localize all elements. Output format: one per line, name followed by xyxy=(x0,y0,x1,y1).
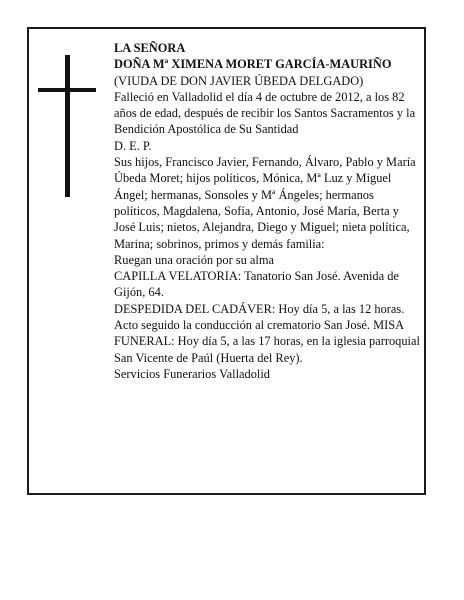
death-announcement: Falleció en Valladolid el día 4 de octubre de 2012, a los 82 años de edad, después de recibir los Santos Sacramentos y la Bendición Apostólica de Su Santidad xyxy=(114,89,416,137)
family-list: Sus hijos, Francisco Javier, Fernando, Álvaro, Pablo y María Úbeda Moret; hijos políticos, Mónica, Mª Luz y Miguel Ángel; hermanas, Sonsoles y Mª Ángeles; hermanos políticos, Magdalena, Sofía, Antonio, José María, Berta y José Luis; nietos, Alejandra, Diego y Miguel; nieta política, Marina; sobrinos, primos y demás familia: xyxy=(114,155,416,251)
prayer-request: Ruegan una oración por su alma xyxy=(114,252,274,267)
deceased-name: DOÑA Mª XIMENA MORET GARCÍA-MAURIÑO xyxy=(114,57,392,72)
chapel-info: CAPILLA VELATORIA: Tanatorio San José. Avenida de Gijón, 64. xyxy=(114,269,399,300)
cross-vertical-bar xyxy=(65,55,70,197)
cross-horizontal-bar xyxy=(38,88,96,92)
notice-text xyxy=(114,40,422,382)
notice-title: LA SEÑORA xyxy=(114,41,186,55)
rip-line: D. E. P. xyxy=(114,138,152,153)
farewell-info: DESPEDIDA DEL CADÁVER: Hoy día 5, a las 12 horas. Acto seguido la conducción al crematorio San José. MISA FUNERAL: Hoy día 5, a las 17 horas, en la iglesia parroquial San Vicente de Paúl (Huerta del Rey). xyxy=(114,301,420,365)
funeral-services: Servicios Funerarios Valladolid xyxy=(114,366,271,381)
widow-of-line: (VIUDA DE DON JAVIER ÚBEDA DELGADO) xyxy=(114,73,364,88)
